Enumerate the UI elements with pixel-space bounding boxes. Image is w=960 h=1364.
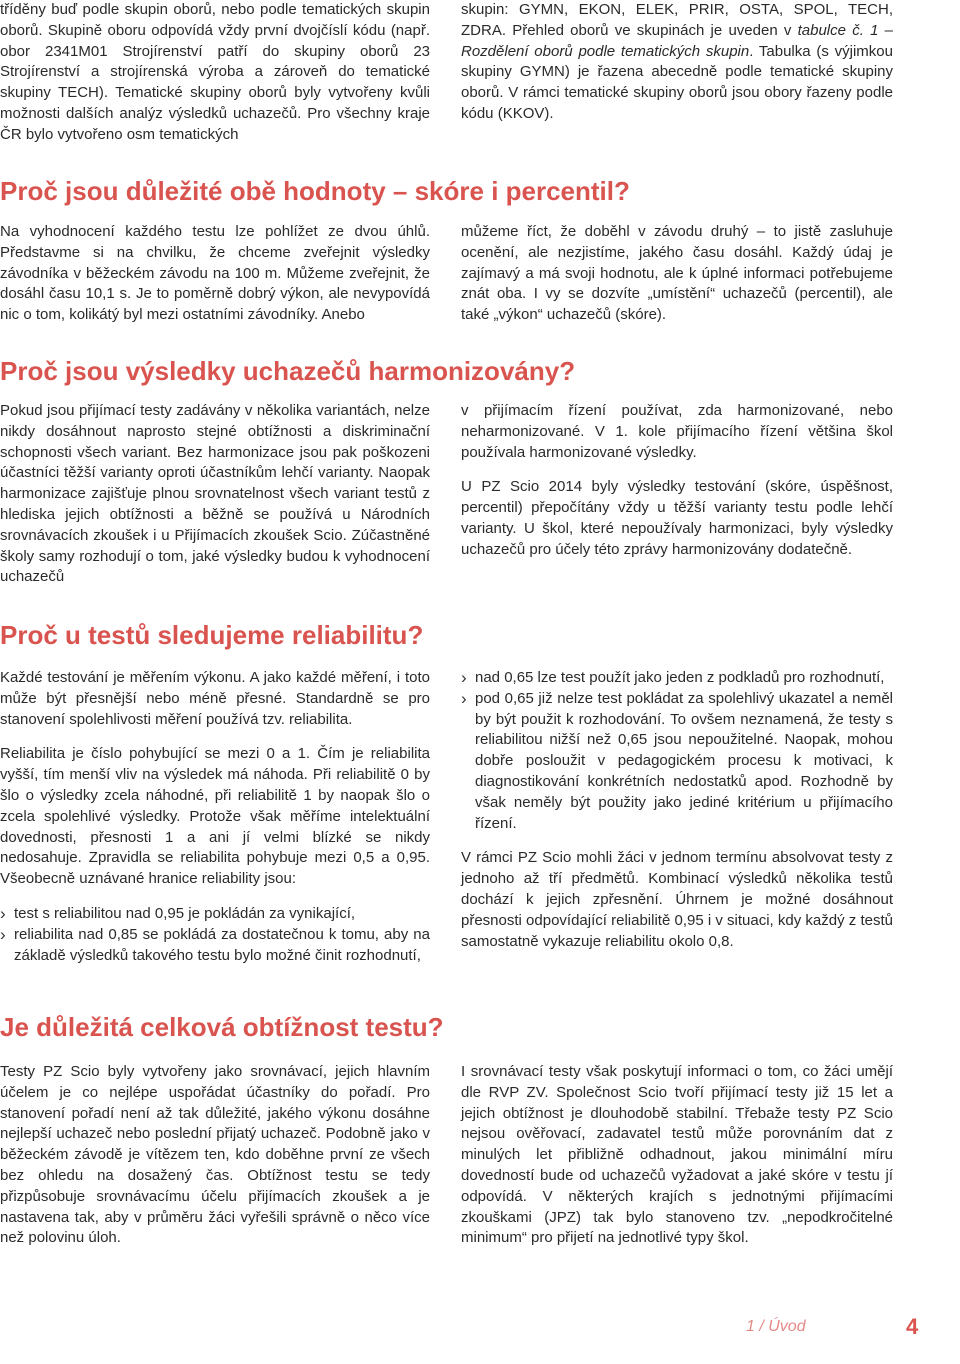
sec4-left-column xyxy=(0,1062,430,1263)
sec1-left-text: Na vyhodnocení každého testu lze pohlížet ze dvou úhlů. Představme si na chvilku, že chceme zveřejnit výsledky závodníka v běžeckém závodu na 100 m. Můžeme zveřejnit, že dosáhl času 10,1 s. Je to poměrně dobrý výkon, ale nevypovídá nic o tom, kolikátý byl mezi ostatními závodníky. Anebo xyxy=(0,223,430,324)
sec4-left-text: Testy PZ Scio byly vytvořeny jako srovnávací, jejich hlavním účelem je co nejlépe uspořádat účastníky do pořadí. Pro stanovení pořadí není až tak důležité, jakého výkonu dosáhne nejlepší uchazeč nebo poslední přijatý uchazeč. Podobně jako v běžeckém závodě je vítězem ten, kdo doběhne první ze všech bez ohledu na dosažený čas. Obtížnost testu se tedy přizpůsobuje srovnávacímu účelu přijímacích zkoušek a je nastavena tak, aby v průměru žáci vyřešili správně o něco více než polovinu úloh. xyxy=(0,1063,430,1247)
reliability-bullets-left xyxy=(0,904,430,966)
heading-harmonization: Proč jsou výsledky uchazečů harmonizovány? xyxy=(0,356,576,386)
table-reference: tabulce č. 1 – Rozdělení oborů podle tematických skupin xyxy=(461,21,893,60)
sec3-left-column xyxy=(0,668,430,966)
intro-right-column xyxy=(461,0,893,139)
sec2-right-text-2: U PZ Scio 2014 byly výsledky testování (skóre, úspěšnost, percentil) přepočítány vždy u těžší varianty testu podle lehčí varianty. U škol, které nepoužívaly harmonizaci, byly výsledky uchazečů pro účely této zprávy harmonizovány dodatečně. xyxy=(461,478,893,558)
sec3-left-text-2: Reliabilita je číslo pohybující se mezi 0 a 1. Čím je reliabilita vyšší, tím menší vliv na výsledek má náhoda. Při reliabilitě 0 by šlo o výsledky zcela náhodné, při reliabilitě 1 by naopak šlo o zcela spolehlivé výsledky. Protože však měříme intelektuální dovednosti, přesnosti 1 a ani jí velmi blízké se nikdy nedosahuje. Zpravidla se reliabilita pohybuje mezi 0,5 a 0,95. Všeobecně uznávané hranice reliability jsou: xyxy=(0,745,430,888)
footer-section-label: 1 / Úvod xyxy=(746,1318,806,1335)
intro-right-text-a: skupin: GYMN, EKON, ELEK, PRIR, OSTA, SPOL, TECH, ZDRA. Přehled oborů ve skupinách je uveden v xyxy=(461,1,893,39)
sec2-left-text: Pokud jsou přijímací testy zadávány v několika variantách, nelze nikdy dosáhnout naprosto stejné obtížnosti a diskriminační schopnosti všech variant. Bez harmonizace jsou pak poškozeni účastníci těžší varianty oproti účastníkům lehčí varianty. Naopak harmonizace zajišťuje plnou srovnatelnost všech variant testů z hlediska jejich obtížnosti a běžně se používá u Národních srovnávacích zkoušek i u Přijímacích zkoušek Scio. Zúčastněné školy samy rozhodují o tom, jaké výsledky budou k vyhodnocení uchazečů xyxy=(0,402,430,586)
reliability-bullets-right xyxy=(461,668,893,834)
bullet-item: › test s reliabilitou nad 0,95 je pokládán za vynikající, xyxy=(0,904,430,925)
page-number: 4 xyxy=(906,1314,919,1339)
sec1-right-text: můžeme říct, že doběhl v závodu druhý – to jistě zasluhuje ocenění, ale nezjistíme, jakého času dosáhl. Každý údaj je zajímavý a má svoji hodnotu, ale k úplné informaci potřebujeme znát oba. I vy se dozvíte „umístění“ uchazečů (percentil), ale také „výkon“ uchazečů (skóre). xyxy=(461,223,893,324)
intro-left-text: tříděny buď podle skupin oborů, nebo podle tematických skupin oborů. Skupině oboru odpovídá vždy první dvojčíslí kódu (např. obor 2341M01 Strojírenství patří do skupiny oborů 23 Strojírenství a strojírenská výroba a zároveň do tematické skupiny TECH). Tematické skupiny oborů byly vytvořeny kvůli možnosti dalších analýz výsledků uchazečů. Pro všechny kraje ČR bylo vytvořeno osm tematických xyxy=(0,1,430,143)
sec1-right-column xyxy=(461,222,893,340)
intro-left-column xyxy=(0,0,430,160)
bullet-item: › pod 0,65 již nelze test pokládat za spolehlivý ukazatel a neměl by být použit k rozhodování. To ovšem neznamená, že testy s reliabilitou nižší než 0,65 jsou nepoužitelné. Naopak, mohou dobře posloužit v pedagogickém procesu k motivaci, k diagnostikování konkrétních nedostatků apod. Rozhodně by však neměly být použity jako jediné kritérium u přijímacího řízení. xyxy=(461,689,893,835)
heading-score-percentile: Proč jsou důležité obě hodnoty – skóre i percentil? xyxy=(0,176,630,206)
sec3-right-text: V rámci PZ Scio mohli žáci v jednom termínu absolvovat testy z jednoho až tří předmětů. Kombinací výsledků několika testů dochází k jejich zpřesnění. Úhrnem je možné dosáhnout přesnosti odpovídající reliabilitě 0,95 i v situaci, kdy každý z testů samostatně vykazuje reliabilitu okolo 0,8. xyxy=(461,849,893,950)
sec3-right-column xyxy=(461,668,893,966)
sec2-left-column xyxy=(0,401,430,602)
sec3-left-text-1: Každé testování je měřením výkonu. A jako každé měření, i toto může být přesnější nebo méně přesné. Standardně se pro stanovení spolehlivosti měření používá tzv. reliabilita. xyxy=(0,669,430,728)
heading-reliability: Proč u testů sledujeme reliabilitu? xyxy=(0,620,424,650)
bullet-item: › reliabilita nad 0,85 se pokládá za dostatečnou k tomu, aby na základě výsledků takového testu bylo možné činit rozhodnutí, xyxy=(0,925,430,967)
sec2-right-column xyxy=(461,401,893,575)
intro-right-text xyxy=(461,0,893,125)
bullet-item: › nad 0,65 lze test použít jako jeden z podkladů pro rozhodnutí, xyxy=(461,668,893,689)
sec2-right-text-1: v přijímacím řízení používat, zda harmonizované, nebo neharmonizované. V 1. kole přijímacího řízení většina škol používala harmonizované výsledky. xyxy=(461,402,893,461)
sec1-left-column xyxy=(0,222,430,340)
heading-difficulty: Je důležitá celková obtížnost testu? xyxy=(0,1012,444,1042)
sec4-right-text: I srovnávací testy však poskytují informaci o tom, co žáci umějí dle RVP ZV. Společnost Scio tvoří přijímací testy již 15 let a jejich obtížnost je dlouhodobě stabilní. Třebaže testy PZ Scio nejsou ověřovací, zadavatel testů může porovnáním dat z minulých let přibližně odhadnout, jakou minimální míru dovedností bude od uchazečů vyžadovat a jaké skóre v testu jí odpovídá. V některých krajích s jednotnými přijímacími zkouškami (JPZ) tak bylo stanoveno tzv. „nepodkročitelné minimum“ pro přijetí na jednotlivé typy škol. xyxy=(461,1063,893,1247)
sec4-right-column xyxy=(461,1062,893,1263)
intro-right-text-b: . Tabulka (s výjimkou skupiny GYMN) je řazena abecedně podle tematické skupiny oborů. V rámci tematické skupiny oborů jsou obory řazeny podle kódu (KKOV). xyxy=(461,42,893,122)
